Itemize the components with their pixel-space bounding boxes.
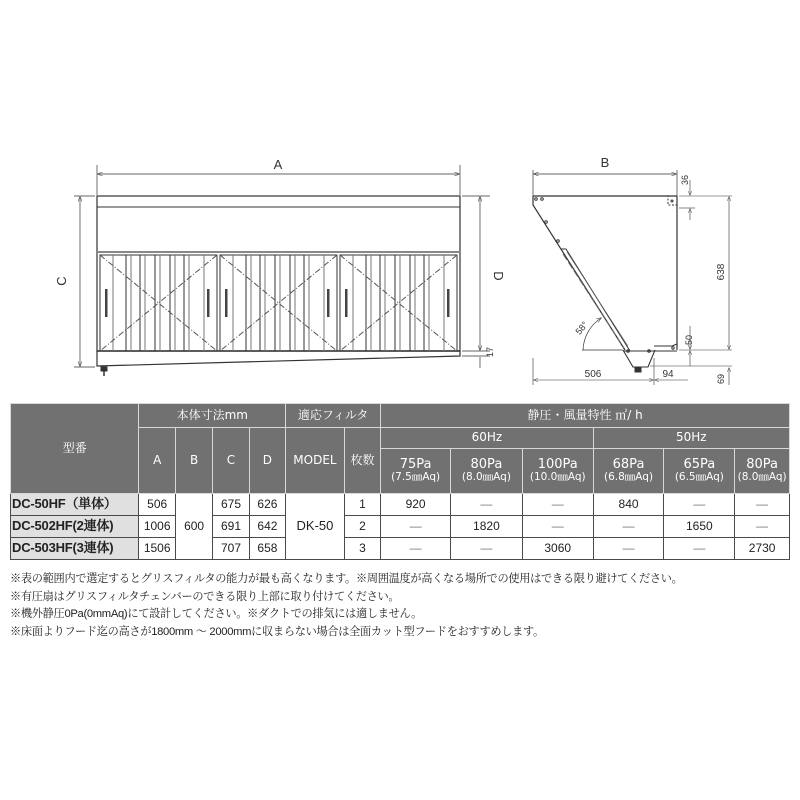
- flow-value: —: [664, 494, 735, 516]
- dim-label-506: 506: [584, 369, 602, 380]
- dim-c-value: 675: [213, 494, 249, 516]
- header-dim-a: A: [139, 428, 175, 494]
- flow-value: —: [451, 538, 523, 560]
- dim-c-value: 707: [213, 538, 249, 560]
- header-60hz: 60Hz: [381, 428, 593, 449]
- flow-value: 840: [593, 494, 664, 516]
- filter-panel-2: [220, 255, 337, 351]
- flow-value: —: [522, 516, 593, 538]
- model-name: DC-503HF(3連体): [11, 538, 139, 560]
- header-filter: 適応フィルタ: [286, 404, 381, 428]
- note-line: ※有圧扇はグリスフィルタチェンバーのできる限り上部に取り付けてください。: [10, 590, 400, 603]
- flow-value: —: [593, 516, 664, 538]
- dim-label-17: 17: [485, 346, 495, 358]
- flow-value: 920: [381, 494, 451, 516]
- header-airflow: 静圧・風量特性 ㎡/ h: [381, 404, 790, 428]
- header-pressure-50-68: 68Pa (6.8㎜Aq): [593, 449, 664, 494]
- filter-panel-1: [100, 255, 217, 351]
- header-dim-c: C: [213, 428, 249, 494]
- model-name: DC-50HF（単体）: [11, 494, 139, 516]
- note-line: ※機外静圧0Pa(0mmAq)にて設計してください。※ダクトでの排気には適しません。: [10, 608, 422, 620]
- header-pressure-60-75: 75Pa (7.5㎜Aq): [381, 449, 451, 494]
- header-pressure-50-65: 65Pa (6.5㎜Aq): [664, 449, 735, 494]
- note-line: ※床面よりフード迄の高さが1800mm ～ 2000mmに収まらない場合は全面カット型フードをおすすめします。: [10, 625, 544, 638]
- dim-label-c: C: [54, 276, 69, 286]
- flow-value: 2730: [735, 538, 790, 560]
- dim-label-b: B: [600, 155, 610, 170]
- header-pressure-60-100: 100Pa (10.0㎜Aq): [522, 449, 593, 494]
- header-pressure-50-80: 80Pa (8.0㎜Aq): [735, 449, 790, 494]
- dim-a-value: 506: [139, 494, 175, 516]
- table-row: [11, 538, 790, 560]
- filter-count-value: 1: [344, 494, 380, 516]
- angle-label: 58°: [573, 319, 590, 337]
- spec-table: [10, 403, 790, 560]
- dim-label-69: 69: [716, 373, 726, 385]
- header-filter-count: 枚数: [344, 428, 380, 494]
- filter-count-value: 2: [344, 516, 380, 538]
- dim-d-value: 626: [249, 494, 285, 516]
- front-view: [74, 165, 490, 376]
- note-line: ※表の範囲内で選定するとグリスフィルタの能力が最も高くなります。※周囲温度が高くなる場所での使用はできる限り避けてください。: [10, 573, 683, 585]
- table-row: [11, 516, 790, 538]
- dim-a-value: 1006: [139, 516, 175, 538]
- dim-d-value: 642: [249, 516, 285, 538]
- filter-model-value: DK-50: [286, 494, 345, 560]
- header-body-dimensions: 本体寸法mm: [139, 404, 286, 428]
- side-view: [529, 170, 732, 385]
- header-model-number: 型番: [11, 404, 139, 494]
- dim-d-value: 658: [249, 538, 285, 560]
- dim-label-94: 94: [662, 369, 674, 380]
- flow-value: —: [735, 516, 790, 538]
- notes: [10, 571, 800, 641]
- header-dim-d: D: [249, 428, 285, 494]
- filter-count-value: 3: [344, 538, 380, 560]
- flow-value: —: [593, 538, 664, 560]
- dim-label-50: 50: [684, 334, 694, 346]
- header-50hz: 50Hz: [593, 428, 789, 449]
- dim-label-638: 638: [716, 263, 727, 281]
- header-filter-model: MODEL: [286, 428, 345, 494]
- flow-value: —: [451, 494, 523, 516]
- filter-panel-3: [340, 255, 457, 351]
- dim-b-value: 600: [175, 494, 212, 560]
- dim-a-value: 1506: [139, 538, 175, 560]
- flow-value: —: [522, 494, 593, 516]
- flow-value: 1820: [451, 516, 523, 538]
- flow-value: —: [381, 516, 451, 538]
- dim-label-a: A: [273, 157, 283, 172]
- dim-c-value: 691: [213, 516, 249, 538]
- model-name: DC-502HF(2連体): [11, 516, 139, 538]
- dim-label-d: D: [491, 271, 506, 281]
- dim-label-36: 36: [680, 174, 690, 186]
- header-pressure-60-80: 80Pa (8.0㎜Aq): [451, 449, 523, 494]
- flow-value: 3060: [522, 538, 593, 560]
- table-row: [11, 494, 790, 516]
- flow-value: —: [664, 538, 735, 560]
- flow-value: 1650: [664, 516, 735, 538]
- flow-value: —: [735, 494, 790, 516]
- header-dim-b: B: [175, 428, 212, 494]
- flow-value: —: [381, 538, 451, 560]
